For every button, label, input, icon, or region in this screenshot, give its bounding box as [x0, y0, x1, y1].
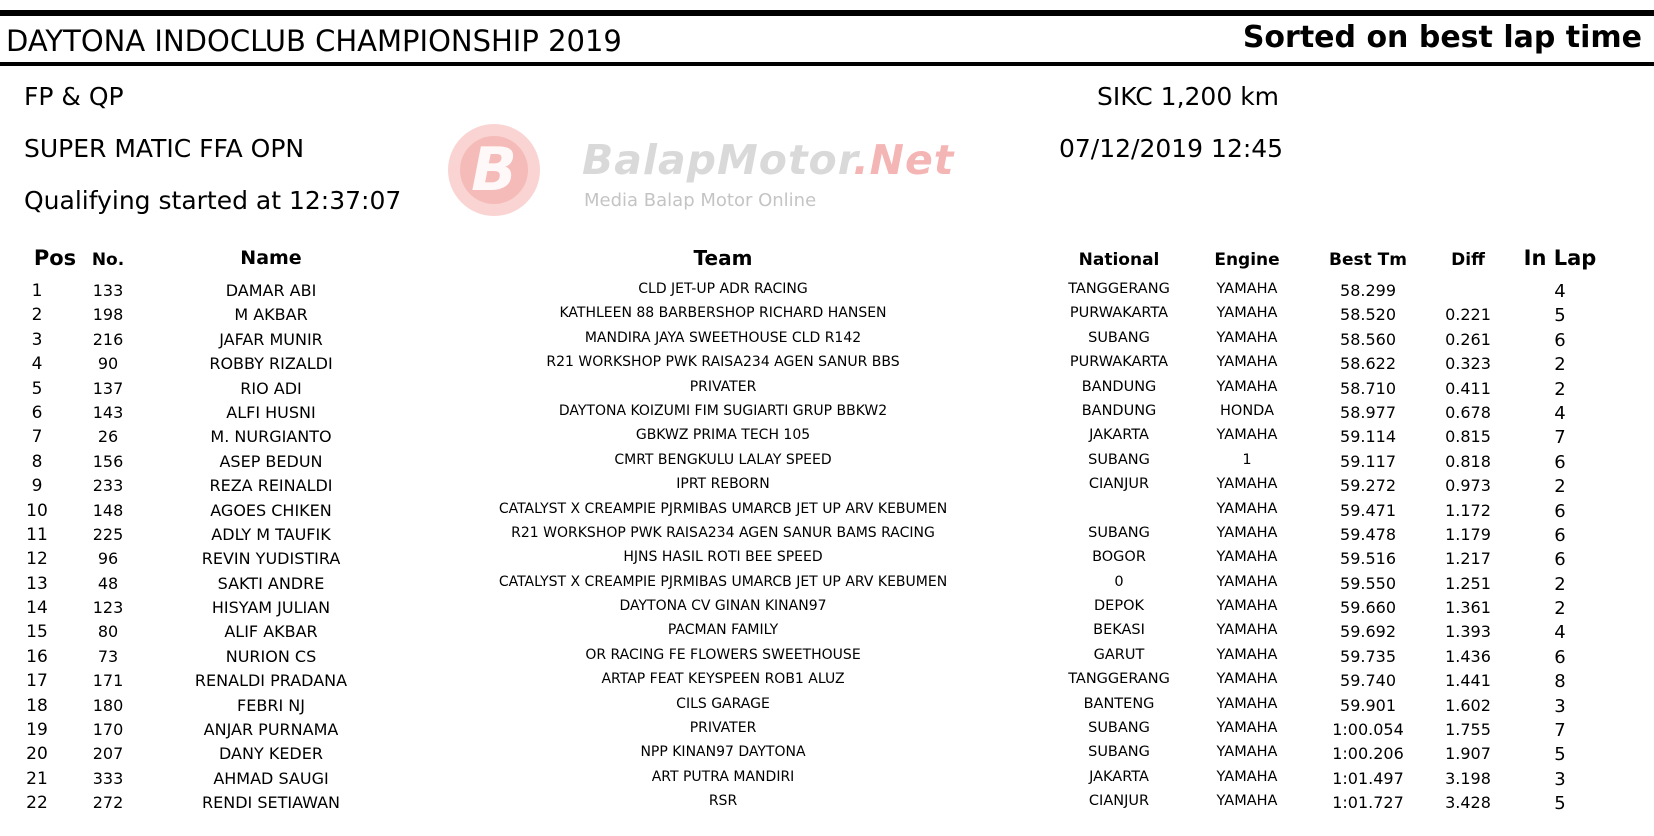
cell-name: RENALDI PRADANA — [194, 671, 348, 691]
cell-national: BEKASI — [1093, 622, 1145, 639]
cell-inlap: 4 — [1554, 402, 1566, 424]
cell-inlap: 7 — [1554, 720, 1566, 742]
cell-pos: 5 — [31, 378, 43, 399]
cell-pos: 2 — [31, 305, 43, 326]
cell-engine: YAMAHA — [1216, 744, 1278, 761]
cell-name: JAFAR MUNIR — [219, 329, 323, 349]
cell-diff: 0.818 — [1445, 451, 1491, 471]
cell-no: 143 — [92, 402, 124, 422]
cell-name: HISYAM JULIAN — [211, 598, 331, 618]
cell-inlap: 7 — [1554, 427, 1566, 449]
cell-national: JAKARTA — [1089, 768, 1149, 785]
cell-inlap: 6 — [1554, 451, 1566, 473]
cell-inlap: 6 — [1554, 329, 1566, 351]
cell-engine: YAMAHA — [1216, 622, 1278, 639]
cell-pos: 12 — [26, 549, 48, 570]
cell-team: MANDIRA JAYA SWEETHOUSE CLD R142 — [584, 329, 862, 346]
cell-diff: 1.179 — [1445, 524, 1491, 544]
cell-name: ALIF AKBAR — [224, 622, 318, 642]
cell-no: 233 — [92, 476, 124, 496]
cell-inlap: 8 — [1554, 671, 1566, 693]
table-row — [0, 426, 1654, 450]
cell-pos: 21 — [26, 768, 48, 789]
cell-diff: 1.217 — [1445, 549, 1491, 569]
cell-national: SUBANG — [1088, 720, 1150, 737]
cell-national: SUBANG — [1088, 451, 1150, 468]
cell-no: 170 — [92, 720, 124, 740]
cell-pos: 14 — [26, 598, 48, 619]
cell-name: DANY KEDER — [219, 744, 323, 764]
cell-national: BANDUNG — [1081, 378, 1157, 395]
cell-engine: YAMAHA — [1216, 573, 1278, 590]
cell-pos: 6 — [31, 402, 43, 423]
cell-inlap: 5 — [1554, 305, 1566, 327]
watermark-tagline: Media Balap Motor Online — [584, 190, 817, 211]
cell-best: 58.710 — [1340, 378, 1396, 398]
balapmotor-logo-icon — [432, 118, 562, 218]
cell-no: 133 — [92, 281, 124, 300]
cell-diff: 0.973 — [1445, 476, 1491, 496]
cell-diff: 1.172 — [1445, 500, 1491, 520]
cell-pos: 11 — [26, 524, 48, 545]
cell-engine: YAMAHA — [1216, 695, 1278, 712]
cell-engine: YAMAHA — [1216, 500, 1278, 517]
cell-inlap: 2 — [1554, 354, 1566, 376]
cell-no: 123 — [92, 598, 124, 618]
cell-diff: 3.198 — [1445, 768, 1491, 788]
cell-national: CIANJUR — [1088, 476, 1150, 493]
cell-engine: YAMAHA — [1216, 720, 1278, 737]
table-row — [0, 621, 1654, 645]
cell-pos: 7 — [31, 427, 43, 448]
cell-name: AHMAD SAUGI — [213, 768, 329, 788]
cell-no: 137 — [92, 378, 124, 398]
cell-diff: 3.428 — [1445, 793, 1491, 813]
cell-inlap: 5 — [1554, 793, 1566, 815]
cell-diff: 0.815 — [1445, 427, 1491, 447]
cell-engine: YAMAHA — [1216, 598, 1278, 615]
cell-name: DAMAR ABI — [225, 281, 317, 300]
cell-best: 58.977 — [1340, 402, 1396, 422]
cell-best: 58.520 — [1340, 305, 1396, 325]
cell-inlap: 6 — [1554, 646, 1566, 668]
cell-name: ALFI HUSNI — [226, 402, 316, 422]
col-no: No. — [91, 250, 125, 270]
cell-diff: 0.678 — [1445, 402, 1491, 422]
cell-engine: YAMAHA — [1216, 793, 1278, 810]
cell-engine: YAMAHA — [1216, 476, 1278, 493]
cell-inlap: 2 — [1554, 573, 1566, 595]
cell-no: 225 — [92, 524, 124, 544]
cell-best: 59.516 — [1340, 549, 1396, 569]
cell-national: BANTENG — [1083, 695, 1155, 712]
cell-pos: 16 — [26, 646, 48, 667]
cell-pos: 4 — [31, 354, 43, 375]
cell-diff: 1.602 — [1445, 695, 1491, 715]
cell-engine: 1 — [1242, 451, 1252, 468]
cell-pos: 13 — [26, 573, 48, 594]
cell-name: REVIN YUDISTIRA — [201, 549, 341, 569]
cell-national: SUBANG — [1088, 329, 1150, 346]
cell-team: DAYTONA KOIZUMI FIM SUGIARTI GRUP BBKW2 — [558, 402, 888, 419]
cell-pos: 18 — [26, 695, 48, 716]
table-row — [0, 500, 1654, 524]
col-best: Best Tm — [1329, 250, 1407, 270]
col-inlap: In Lap — [1523, 246, 1597, 270]
cell-inlap: 3 — [1554, 695, 1566, 717]
cell-best: 58.560 — [1340, 329, 1396, 349]
cell-team: GBKWZ PRIMA TECH 105 — [635, 427, 811, 444]
cell-inlap: 6 — [1554, 500, 1566, 522]
cell-national: DEPOK — [1094, 598, 1144, 615]
cell-pos: 9 — [31, 476, 43, 497]
cell-best: 59.901 — [1340, 695, 1396, 715]
table-row — [0, 451, 1654, 475]
cell-national: BANDUNG — [1081, 402, 1157, 419]
cell-inlap: 6 — [1554, 524, 1566, 546]
col-national: National — [1078, 250, 1160, 270]
cell-engine: YAMAHA — [1216, 427, 1278, 444]
cell-inlap: 2 — [1554, 598, 1566, 620]
table-row — [0, 670, 1654, 694]
cell-best: 59.550 — [1340, 573, 1396, 593]
cell-inlap: 5 — [1554, 744, 1566, 766]
cell-engine: YAMAHA — [1216, 549, 1278, 566]
cell-best: 1:00.206 — [1332, 744, 1404, 764]
cell-name: M. NURGIANTO — [210, 427, 332, 447]
cell-diff: 0.261 — [1445, 329, 1491, 349]
cell-team: CATALYST X CREAMPIE PJRMIBAS UMARCB JET UP ARV KEBUMEN — [498, 500, 948, 517]
cell-inlap: 2 — [1554, 476, 1566, 498]
cell-name: RENDI SETIAWAN — [201, 793, 341, 813]
cell-best: 59.660 — [1340, 598, 1396, 618]
cell-pos: 1 — [31, 281, 43, 301]
cell-team: KATHLEEN 88 BARBERSHOP RICHARD HANSEN — [559, 305, 887, 322]
table-row — [0, 280, 1654, 304]
cell-pos: 17 — [26, 671, 48, 692]
cell-team: PRIVATER — [689, 720, 757, 737]
table-row — [0, 695, 1654, 719]
datetime-label: 07/12/2019 12:45 — [1059, 134, 1284, 163]
cell-no: 48 — [97, 573, 119, 593]
cell-diff: 1.393 — [1445, 622, 1491, 642]
cell-no: 272 — [92, 793, 124, 813]
cell-inlap: 6 — [1554, 549, 1566, 571]
cell-team: ARTAP FEAT KEYSPEEN ROB1 ALUZ — [601, 671, 845, 688]
cell-national: TANGGERANG — [1068, 281, 1170, 297]
cell-team: CMRT BENGKULU LALAY SPEED — [614, 451, 832, 468]
top-rule — [0, 10, 1654, 16]
cell-team: R21 WORKSHOP PWK RAISA234 AGEN SANUR BBS — [546, 354, 900, 371]
table-row — [0, 475, 1654, 499]
cell-best: 59.735 — [1340, 646, 1396, 666]
cell-engine: YAMAHA — [1216, 768, 1278, 785]
cell-best: 58.622 — [1340, 354, 1396, 374]
cell-no: 26 — [97, 427, 119, 447]
watermark — [432, 118, 992, 218]
table-row — [0, 768, 1654, 792]
col-pos: Pos — [33, 246, 77, 270]
cell-pos: 22 — [26, 793, 48, 814]
watermark-brand: BalapMotor.Net — [582, 136, 955, 184]
cell-diff: 0.221 — [1445, 305, 1491, 325]
cell-name: ASEP BEDUN — [219, 451, 323, 471]
cell-best: 59.478 — [1340, 524, 1396, 544]
table-row — [0, 597, 1654, 621]
cell-national: BOGOR — [1092, 549, 1146, 566]
cell-team: R21 WORKSHOP PWK RAISA234 AGEN SANUR BAMS RACING — [511, 524, 935, 541]
cell-diff: 1.907 — [1445, 744, 1491, 764]
cell-no: 90 — [97, 354, 119, 374]
cell-pos: 10 — [26, 500, 48, 521]
cell-name: REZA REINALDI — [209, 476, 333, 496]
cell-inlap: 2 — [1554, 378, 1566, 400]
cell-no: 216 — [92, 329, 124, 349]
results-table — [0, 280, 1654, 817]
table-row — [0, 524, 1654, 548]
table-row — [0, 304, 1654, 328]
cell-national: TANGGERANG — [1068, 671, 1170, 688]
cell-pos: 19 — [26, 720, 48, 741]
cell-engine: YAMAHA — [1216, 378, 1278, 395]
cell-engine: YAMAHA — [1216, 524, 1278, 541]
cell-pos: 20 — [26, 744, 48, 765]
cell-national: SUBANG — [1088, 524, 1150, 541]
cell-best: 59.117 — [1340, 451, 1396, 471]
cell-no: 80 — [97, 622, 119, 642]
cell-no: 96 — [97, 549, 119, 569]
table-row — [0, 646, 1654, 670]
cell-engine: YAMAHA — [1216, 329, 1278, 346]
cell-name: ROBBY RIZALDI — [209, 354, 333, 374]
cell-name: SAKTI ANDRE — [217, 573, 325, 593]
championship-title: DAYTONA INDOCLUB CHAMPIONSHIP 2019 — [6, 24, 622, 58]
cell-best: 1:01.497 — [1332, 768, 1404, 788]
table-row — [0, 573, 1654, 597]
cell-no: 148 — [92, 500, 124, 520]
cell-best: 59.272 — [1340, 476, 1396, 496]
table-row — [0, 402, 1654, 426]
cell-pos: 3 — [31, 329, 43, 350]
cell-team: ART PUTRA MANDIRI — [651, 768, 795, 785]
cell-diff: 1.441 — [1445, 671, 1491, 691]
cell-inlap: 4 — [1554, 622, 1566, 644]
cell-national: SUBANG — [1088, 744, 1150, 761]
cell-diff: 1.361 — [1445, 598, 1491, 618]
cell-no: 198 — [92, 305, 124, 325]
cell-engine: YAMAHA — [1216, 305, 1278, 322]
cell-best: 59.692 — [1340, 622, 1396, 642]
cell-national: JAKARTA — [1089, 427, 1149, 444]
cell-team: CILS GARAGE — [676, 695, 770, 712]
cell-best: 1:01.727 — [1332, 793, 1404, 813]
cell-no: 156 — [92, 451, 124, 471]
cell-name: AGOES CHIKEN — [210, 500, 332, 520]
cell-engine: YAMAHA — [1216, 281, 1278, 297]
cell-national: PURWAKARTA — [1069, 305, 1169, 322]
track-label: SIKC 1,200 km — [1097, 82, 1280, 111]
col-name: Name — [240, 247, 302, 269]
table-row — [0, 378, 1654, 402]
cell-name: FEBRI NJ — [237, 695, 305, 715]
class-label: SUPER MATIC FFA OPN — [24, 134, 305, 163]
cell-no: 171 — [92, 671, 124, 691]
cell-engine: YAMAHA — [1216, 646, 1278, 663]
cell-best: 59.114 — [1340, 427, 1396, 447]
cell-best: 59.471 — [1340, 500, 1396, 520]
cell-best: 58.299 — [1340, 281, 1396, 300]
cell-diff: 1.755 — [1445, 720, 1491, 740]
cell-name: RIO ADI — [240, 378, 302, 398]
svg-text:B: B — [471, 135, 517, 205]
cell-inlap: 4 — [1554, 281, 1566, 302]
cell-no: 73 — [97, 646, 119, 666]
table-row — [0, 353, 1654, 377]
cell-team: CATALYST X CREAMPIE PJRMIBAS UMARCB JET UP ARV KEBUMEN — [498, 573, 948, 590]
col-diff: Diff — [1451, 250, 1485, 270]
cell-inlap: 3 — [1554, 768, 1566, 790]
qualifying-start: Qualifying started at 12:37:07 — [24, 186, 402, 215]
cell-engine: YAMAHA — [1216, 354, 1278, 371]
cell-team: IPRT REBORN — [676, 476, 770, 493]
table-header — [0, 248, 1654, 274]
cell-engine: YAMAHA — [1216, 671, 1278, 688]
cell-diff: 0.411 — [1445, 378, 1491, 398]
table-row — [0, 719, 1654, 743]
session-label: FP & QP — [24, 82, 124, 111]
cell-best: 59.740 — [1340, 671, 1396, 691]
table-row — [0, 792, 1654, 816]
cell-team: PRIVATER — [689, 378, 757, 395]
cell-no: 333 — [92, 768, 124, 788]
cell-diff: 1.251 — [1445, 573, 1491, 593]
cell-team: PACMAN FAMILY — [667, 622, 779, 639]
sort-label: Sorted on best lap time — [1242, 20, 1642, 55]
cell-name: NURION CS — [225, 646, 317, 666]
cell-national: GARUT — [1093, 646, 1145, 663]
cell-team: CLD JET-UP ADR RACING — [638, 281, 808, 297]
cell-diff: 1.436 — [1445, 646, 1491, 666]
cell-team: DAYTONA CV GINAN KINAN97 — [619, 598, 827, 615]
col-team: Team — [693, 246, 753, 270]
cell-name: ANJAR PURNAMA — [203, 720, 339, 740]
cell-name: M AKBAR — [234, 305, 308, 325]
cell-team: OR RACING FE FLOWERS SWEETHOUSE — [585, 646, 861, 663]
cell-team: HJNS HASIL ROTI BEE SPEED — [623, 549, 823, 566]
cell-national: PURWAKARTA — [1069, 354, 1169, 371]
cell-team: RSR — [708, 793, 738, 810]
cell-national: CIANJUR — [1088, 793, 1150, 810]
cell-no: 180 — [92, 695, 124, 715]
cell-no: 207 — [92, 744, 124, 764]
cell-engine: HONDA — [1220, 402, 1274, 419]
cell-name: ADLY M TAUFIK — [211, 524, 331, 544]
cell-pos: 8 — [31, 451, 43, 472]
cell-diff: 0.323 — [1445, 354, 1491, 374]
table-row — [0, 743, 1654, 767]
table-row — [0, 329, 1654, 353]
cell-team: NPP KINAN97 DAYTONA — [640, 744, 806, 761]
col-engine: Engine — [1214, 250, 1280, 270]
cell-national: 0 — [1114, 573, 1124, 590]
header-rule — [0, 62, 1654, 66]
cell-pos: 15 — [26, 622, 48, 643]
table-row — [0, 548, 1654, 572]
cell-best: 1:00.054 — [1332, 720, 1404, 740]
